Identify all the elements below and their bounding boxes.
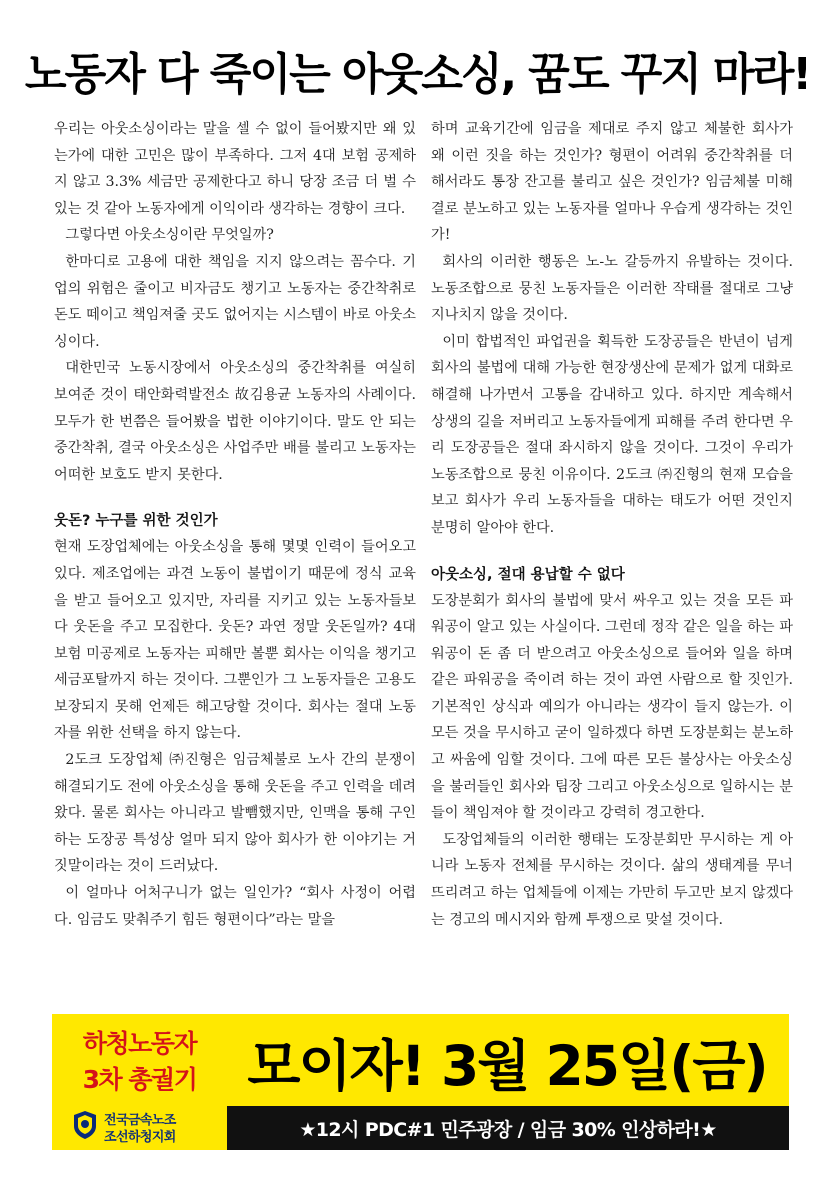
paragraph: 현재 도장업체에는 아웃소싱을 통해 몇몇 인력이 들어오고 있다. 제조업에는 과견 노동이 불법이기 때문에 정식 교육을 받고 들어오고 있지만, 자리를 지키고 있는 노동자들보다 웃돈을 주고 모집한다. 웃돈? 과연 정말 웃돈일까? 4대 보험 미공제로 노동자는 피해만 볼뿐 회사는 이익을 챙기고 세금포탈까지 하는 것이다. 그뿐인가 그 노동자들은 고용도 보장되지 못해 언제든 해고당할 것이다. 회사는 절대 노동자를 위한 선택을 하지 않는다. [54,539,416,742]
banner-title-line1: 하청노동자 [82,1029,197,1058]
paragraph: 회사의 이러한 행동은 노-노 갈등까지 유발하는 것이다. 노동조합으로 뭉친 노동자들은 이러한 작태를 절대로 그냥 지나치지 않을 것이다. [431,253,793,324]
paragraph: 도장업체들의 이러한 행태는 도장분회만 무시하는 게 아니라 노동자 전체를 무시하는 것이다. 삶의 생태계를 무너뜨리려고 하는 업체들에 이제는 가만히 두고만 보지 않겠다는 경고의 메시지와 함께 투쟁으로 맞설 것이다. [431,831,793,928]
paragraph: 대한민국 노동시장에서 아웃소싱의 중간착취를 여실히 보여준 것이 태안화력발전소 故김용균 노동자의 사례이다. 모두가 한 번쯤은 들어봤을 법한 이야기이다. 말도 안 되는 중간착취, 결국 아웃소싱은 사업주만 배를 불리고 노동자는 어떠한 보호도 받지 못한다. [54,360,416,483]
rally-banner [52,1014,789,1150]
banner-left-panel [52,1014,227,1150]
banner-right-panel [227,1014,789,1150]
paragraph: 도장분회가 회사의 불법에 맞서 싸우고 있는 것을 모든 파워공이 알고 있는 사실이다. 그런데 정작 같은 일을 하는 파워공이 돈 좀 더 받으려고 아웃소싱으로 들어와 일을 하며 같은 파워공을 죽이려 하는 것이 과연 사람으로 할 짓인가. 기본적인 상식과 예의가 아니라는 생각이 들지 않는가. 이 모든 것을 무시하고 굳이 일하겠다 하면 도장분회는 분노하고 싸움에 임할 것이다. 그에 따른 모든 불상사는 아웃소싱을 불러들인 회사와 팀장 그리고 아웃소싱으로 일하시는 분들이 책임져야 할 것이라고 강력히 경고한다. [431,592,793,822]
right-column [431,116,793,933]
paragraph: 이 얼마나 어처구니가 없는 일인가? “회사 사정이 어렵다. 임금도 맞춰주기 힘든 형편이다”라는 말을 [54,885,416,928]
rally-location-slogan: ★12시 PDC#1 민주광장 / 임금 30% 인상하라!★ [299,1119,717,1141]
org-name-line1: 전국금속노조 [104,1113,176,1128]
org-name-line2: 조선하청지회 [104,1130,176,1145]
section-heading: 웃돈? 누구를 위한 것인가 [54,513,218,530]
section-heading: 아웃소싱, 절대 용납할 수 없다 [431,566,625,583]
banner-strip [227,1106,789,1150]
paragraph: 그렇다면 아웃소싱이란 무엇일까? [65,227,274,244]
left-column [54,116,416,933]
paragraph: 한마디로 고용에 대한 책임을 지지 않으려는 꼼수다. 기업의 위험은 줄이고 비자금도 챙기고 노동자는 중간착취로 돈도 떼이고 책임져줄 곳도 없어지는 시스템이 바로 아웃소싱이다. [54,253,416,350]
banner-title-line2: 3차 총궐기 [82,1065,197,1094]
rally-date-headline: 모이자! 3월 25일(금) [247,1034,767,1098]
paragraph: 2도크 도장업체 ㈜진형은 임금체불로 노사 간의 분쟁이 해결되기도 전에 아웃소싱을 통해 웃돈을 주고 인력을 데려왔다. 물론 회사는 아니라고 발뺌했지만, 인맥을 통해 구인하는 도장공 특성상 얼마 되지 않아 회사가 한 이야기는 거짓말이라는 것이 드러났다. [54,752,416,875]
union-logo-icon [72,1110,98,1140]
union-org [72,1106,222,1146]
paragraph: 이미 합법적인 파업권을 획득한 도장공들은 반년이 넘게 회사의 불법에 대해 가능한 현장생산에 문제가 없게 대화로 해결해 나가면서 고통을 감내하고 있다. 하지만 계속해서 상생의 길을 저버리고 노동자들에게 피해를 주려 한다면 우리 도장공들은 절대 좌시하지 않을 것이다. 그것이 우리가 노동조합으로 뭉친 이유이다. 2도크 ㈜진형의 현재 모습을 보고 회사가 우리 노동자들을 대하는 태도가 어떤 것인지 분명히 알아야 한다. [431,333,793,536]
paragraph: 하며 교육기간에 임금을 제대로 주지 않고 체불한 회사가 왜 이런 짓을 하는 것인가? 형편이 어려워 중간착취를 더 해서라도 통장 잔고를 불리고 싶은 것인가? 임금체불 미해결로 분노하고 있는 노동자를 얼마나 우습게 생각하는 것인가! [431,121,793,244]
headline: 노동자 다 죽이는 아웃소싱, 꿈도 꾸지 마라! [24,49,811,100]
paragraph: 우리는 아웃소싱이라는 말을 셀 수 없이 들어봤지만 왜 있는가에 대한 고민은 많이 부족하다. 그저 4대 보험 공제하지 않고 3.3% 세금만 공제한다고 하니 당장 조금 더 벌 수 있는 것 같아 노동자에게 이익이라 생각하는 경향이 크다. [54,121,416,217]
